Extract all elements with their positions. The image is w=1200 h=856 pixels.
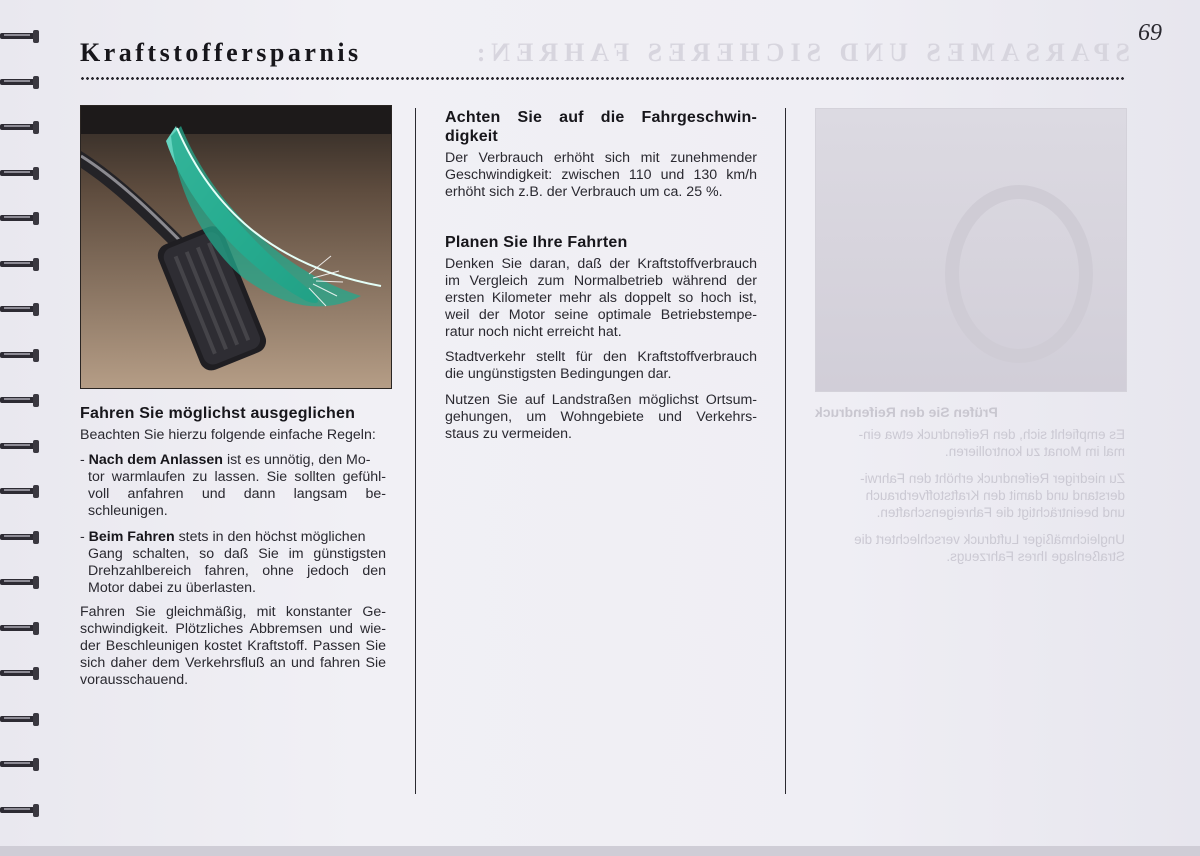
rule-while-driving-line-4: Motor dabei zu überlasten.: [88, 580, 256, 596]
binding-ring: [0, 711, 40, 729]
section-heading-speed: [445, 108, 757, 146]
page-edge-shadow: [0, 846, 1200, 856]
section-heading-speed-line-2: digkeit: [445, 128, 498, 145]
column-divider-left: [415, 108, 416, 794]
binding-ring: [0, 28, 40, 46]
speed-paragraph: [445, 150, 757, 201]
bleed-line-5: und beeinträchtigt die Fahreigenschaften.: [876, 505, 1125, 520]
section-heading-speed-line-1: Achten Sie auf die Fahrgeschwin-: [445, 109, 757, 126]
binding-ring: [0, 347, 40, 365]
rule-after-start-line-1: ist es unnötig, den Mo-: [226, 452, 371, 468]
rule-after-start-line-3: voll anfahren und dann langsam be-: [88, 486, 386, 502]
section-heading-balanced-driving: Fahren Sie möglichst ausgeglichen: [80, 405, 356, 422]
speed-line-1: Der Verbrauch erhöht sich mit zunehmender: [445, 150, 757, 166]
binding-ring: [0, 438, 40, 456]
bleed-line-2: mal im Monat zu kontrollieren.: [944, 444, 1125, 459]
bleed-through-heading: Prüfen Sie den Reifendruck: [815, 404, 998, 420]
page-number: 69: [1138, 20, 1162, 46]
bypass-line-1: Nutzen Sie auf Landstraßen möglichst Ortsum-: [445, 392, 757, 408]
binding-ring: [0, 165, 40, 183]
speed-line-2: Geschwindigkeit: zwischen 110 und 130 km/h: [445, 167, 757, 183]
bleed-through-header: SPARSAMES UND SICHERES FAHREN:: [470, 38, 1130, 67]
rule-after-start-line-2: tor warmlaufen zu lassen. Sie sollten gefühl-: [88, 469, 386, 485]
binding-ring: [0, 529, 40, 547]
steady-speed-line-5: vorausschauend.: [80, 672, 189, 688]
steady-speed-line-4: sich daher dem Verkehrsfluß an und fahren Sie: [80, 655, 386, 671]
plan-line-1: Denken Sie daran, daß der Kraftstoffverbrauch: [445, 256, 757, 272]
city-traffic-paragraph: [445, 349, 757, 383]
bleed-line-1: Es empfiehlt sich, den Reifendruck etwa ein-: [858, 427, 1125, 442]
dotted-rule: [80, 76, 1126, 81]
rule-after-start-label: Nach dem Anlassen: [88, 452, 223, 468]
page-title: Kraftstoffersparnis: [80, 38, 362, 67]
bleed-through-text: [815, 426, 1125, 565]
rule-while-driving-label: Beim Fahren: [88, 529, 175, 545]
bleed-line-4: derstand und damit den Kraftstoffverbrauch: [865, 488, 1125, 503]
rule-after-start-line-4: schleunigen.: [88, 503, 168, 519]
feather-pedal-illustration: [80, 105, 392, 389]
bleed-line-3: Zu niedriger Reifendruck erhöht den Fahrwi-: [860, 471, 1125, 486]
binding-ring: [0, 74, 40, 92]
plan-line-4: weil der Motor seine optimale Betriebstempe-: [445, 307, 757, 323]
rule-while-driving: - Beim Fahren stets in den höchst möglichen Gang schalten, so daß Sie im günstigsten Drehzahlbereich fahren, ohne jedoch den Motor dabei zu überlasten.: [80, 529, 386, 596]
binding-ring: [0, 665, 40, 683]
rule-while-driving-line-3: Drehzahlbereich fahren, ohne jedoch den: [88, 563, 386, 579]
plan-line-2: im Vergleich zum Normalbetrieb während der: [445, 273, 757, 289]
binding-ring: [0, 756, 40, 774]
binding-ring: [0, 620, 40, 638]
pedal-feather-image: [81, 106, 391, 388]
steady-speed-paragraph: [80, 604, 386, 689]
binding-ring: [0, 802, 40, 820]
bypass-paragraph: [445, 392, 757, 443]
steady-speed-line-2: schwindigkeit. Plötzliches Abbremsen und wie-: [80, 621, 386, 637]
binding-ring: [0, 574, 40, 592]
plan-line-3: ersten Kilometer mehr als doppelt so hoch ist,: [445, 290, 757, 306]
bypass-line-2: gehungen, um Wohngebiete und Verkehrs-: [445, 409, 757, 425]
bypass-line-3: staus zu vermeiden.: [445, 426, 572, 442]
binding-ring: [0, 119, 40, 137]
city-line-1: Stadtverkehr stellt für den Kraftstoffverbrauch: [445, 349, 757, 365]
binding-ring: [0, 483, 40, 501]
binding-ring: [0, 210, 40, 228]
plan-line-5: ratur noch nicht erreicht hat.: [445, 324, 622, 340]
steady-speed-line-1: Fahren Sie gleichmäßig, mit konstanter Ge-: [80, 604, 386, 620]
column-divider-right: [785, 108, 786, 794]
rule-while-driving-line-1: stets in den höchst möglichen: [178, 529, 366, 545]
binding-ring: [0, 301, 40, 319]
bleed-line-7: Straßenlage Ihres Fahrzeugs.: [946, 549, 1125, 564]
bleed-line-6: Ungleichmäßiger Luftdruck verschlechtert die: [854, 532, 1125, 547]
spiral-binding: [0, 20, 42, 820]
binding-ring: [0, 256, 40, 274]
rule-while-driving-line-2: Gang schalten, so daß Sie im günstigsten: [88, 546, 386, 562]
plan-trips-paragraph: [445, 256, 757, 341]
rule-after-start: - Nach dem Anlassen ist es unnötig, den Mo- tor warmlaufen zu lassen. Sie sollten gefühl- voll anfahren und dann langsam be- schleunigen.: [80, 452, 386, 519]
bleed-through-wheel: [945, 185, 1093, 363]
city-line-2: die ungünstigsten Bedingungen dar.: [445, 366, 672, 382]
section-heading-plan-trips: Planen Sie Ihre Fahrten: [445, 234, 628, 251]
intro-text: Beachten Sie hierzu folgende einfache Regeln:: [80, 427, 376, 443]
binding-ring: [0, 392, 40, 410]
speed-line-3: erhöht sich z.B. der Verbrauch um ca. 25 %.: [445, 184, 723, 200]
steady-speed-line-3: der Beschleunigen kostet Kraftstoff. Passen Sie: [80, 638, 386, 654]
